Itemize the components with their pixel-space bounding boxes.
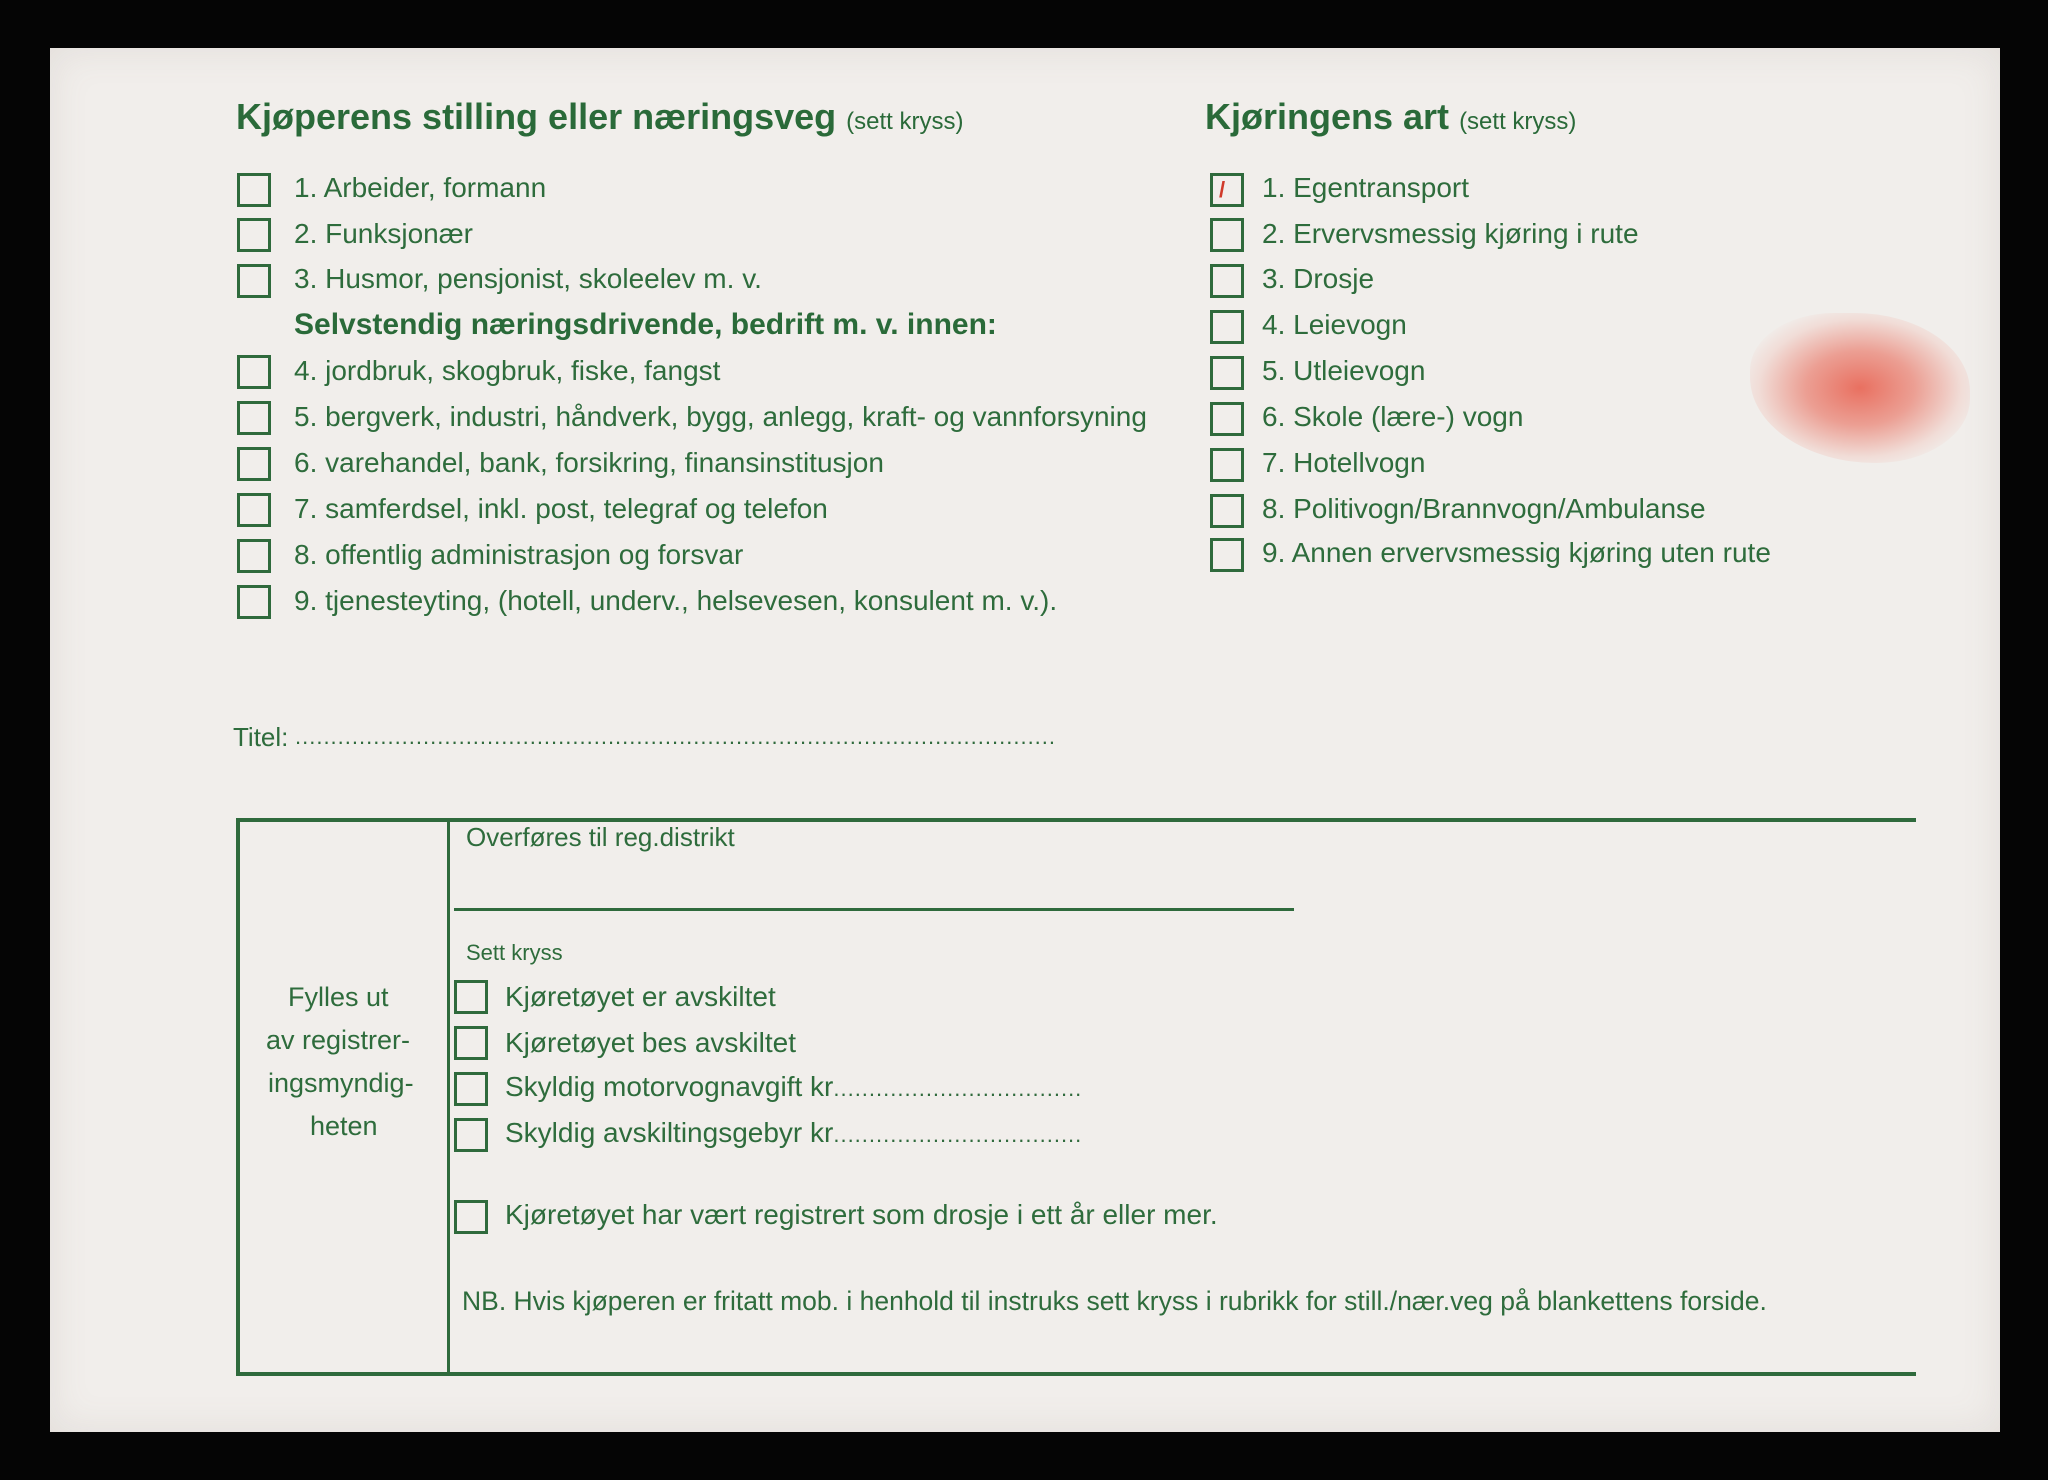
selvstendig-subheading: Selvstendig næringsdrivende, bedrift m. v. innen: — [294, 308, 997, 341]
reg-side-label-2: av registrer- — [266, 1025, 411, 1055]
checkbox-annen-ervervsmessig[interactable] — [1210, 538, 1244, 572]
reg-box-bottom-border — [236, 1372, 1916, 1376]
checkbox-drosje[interactable] — [1210, 264, 1244, 298]
option-ervervsmessig-rute: 2. Ervervsmessig kjøring i rute — [1262, 218, 1639, 249]
transfer-line[interactable] — [454, 908, 1294, 911]
titel-dotted-line[interactable]: ........................................................................................................... — [295, 724, 1057, 749]
checkbox-offentlig[interactable] — [237, 539, 271, 573]
form-sheet — [50, 48, 2000, 1432]
checkbox-motorvognavgift[interactable] — [454, 1072, 488, 1106]
option-tjenesteyting: 9. tjenesteyting, (hotell, underv., helsevesen, konsulent m. v.). — [294, 585, 1058, 616]
checkbox-bergverk[interactable] — [237, 401, 271, 435]
option-hotellvogn: 7. Hotellvogn — [1262, 447, 1426, 478]
left-title-text: Kjøperens stilling eller næringsveg — [236, 96, 837, 137]
option-samferdsel: 7. samferdsel, inkl. post, telegraf og telefon — [294, 493, 828, 524]
option-avskiltet: Kjøretøyet er avskiltet — [505, 981, 776, 1012]
motorvognavgift-amount-line[interactable]: ................................... — [833, 1076, 1083, 1101]
avskiltingsgebyr-text: Skyldig avskiltingsgebyr kr — [505, 1117, 834, 1148]
option-drosje: 3. Drosje — [1262, 263, 1375, 294]
option-annen-ervervsmessig: 9. Annen ervervsmessig kjøring uten rute — [1262, 537, 1771, 568]
sett-kryss-label: Sett kryss — [466, 940, 563, 965]
right-section-title — [1205, 96, 1576, 138]
transfer-label: Overføres til reg.distrikt — [466, 822, 735, 852]
checkbox-avskiltet[interactable] — [454, 980, 488, 1014]
checkbox-arbeider[interactable] — [237, 173, 271, 207]
option-bes-avskiltet: Kjøretøyet bes avskiltet — [505, 1027, 796, 1058]
checkbox-drosje-ett-ar[interactable] — [454, 1200, 488, 1234]
option-leievogn: 4. Leievogn — [1262, 309, 1407, 340]
option-funksjonaer: 2. Funksjonær — [294, 218, 473, 249]
left-title-note: (sett kryss) — [846, 108, 964, 135]
right-title-note: (sett kryss) — [1459, 108, 1577, 135]
reg-side-label-1: Fylles ut — [288, 982, 389, 1012]
checkbox-tjenesteyting[interactable] — [237, 585, 271, 619]
option-drosje-ett-ar: Kjøretøyet har vært registrert som drosje i ett år eller mer. — [505, 1199, 1218, 1230]
option-jordbruk: 4. jordbruk, skogbruk, fiske, fangst — [294, 355, 721, 386]
checkbox-leievogn[interactable] — [1210, 310, 1244, 344]
option-varehandel: 6. varehandel, bank, forsikring, finansinstitusjon — [294, 447, 884, 478]
reg-side-label-3: ingsmyndig- — [268, 1068, 414, 1098]
checkbox-utleievogn[interactable] — [1210, 356, 1244, 390]
motorvognavgift-text: Skyldig motorvognavgift kr — [505, 1071, 834, 1102]
checkbox-samferdsel[interactable] — [237, 493, 271, 527]
reg-side-label-4: heten — [310, 1111, 378, 1141]
checkbox-funksjonaer[interactable] — [237, 218, 271, 252]
option-skolevogn: 6. Skole (lære-) vogn — [1262, 401, 1524, 432]
option-egentransport: 1. Egentransport — [1262, 172, 1470, 203]
checkbox-jordbruk[interactable] — [237, 355, 271, 389]
reg-box-divider — [447, 818, 450, 1374]
checkbox-bes-avskiltet[interactable] — [454, 1026, 488, 1060]
checkbox-politivogn[interactable] — [1210, 494, 1244, 528]
option-arbeider: 1. Arbeider, formann — [294, 172, 547, 203]
option-avskiltingsgebyr — [505, 1117, 1082, 1149]
checkbox-skolevogn[interactable] — [1210, 402, 1244, 436]
left-section-title — [236, 96, 964, 138]
checkbox-avskiltingsgebyr[interactable] — [454, 1118, 488, 1152]
option-politivogn: 8. Politivogn/Brannvogn/Ambulanse — [1262, 493, 1706, 524]
option-utleievogn: 5. Utleievogn — [1262, 355, 1426, 386]
checkbox-ervervsmessig-rute[interactable] — [1210, 218, 1244, 252]
avskiltingsgebyr-amount-line[interactable]: ................................... — [833, 1122, 1083, 1147]
nb-note: NB. Hvis kjøperen er fritatt mob. i henhold til instruks sett kryss i rubrikk for still./nær.veg på blankettens forside. — [462, 1286, 1767, 1316]
option-husmor: 3. Husmor, pensjonist, skoleelev m. v. — [294, 263, 762, 294]
checkbox-husmor[interactable] — [237, 264, 271, 298]
titel-label: Titel: — [233, 722, 289, 752]
right-title-text: Kjøringens art — [1205, 96, 1450, 137]
checkbox-egentransport[interactable] — [1210, 173, 1244, 207]
option-motorvognavgift — [505, 1071, 1082, 1103]
option-offentlig: 8. offentlig administrasjon og forsvar — [294, 539, 744, 570]
checkbox-hotellvogn[interactable] — [1210, 448, 1244, 482]
show-through-text — [880, 203, 893, 262]
reg-box-left-border — [236, 818, 240, 1376]
red-tick-mark: / — [1219, 177, 1226, 202]
option-bergverk: 5. bergverk, industri, håndverk, bygg, anlegg, kraft- og vannforsyning — [294, 401, 1147, 432]
red-stamp-mark — [1750, 313, 1970, 463]
checkbox-varehandel[interactable] — [237, 447, 271, 481]
